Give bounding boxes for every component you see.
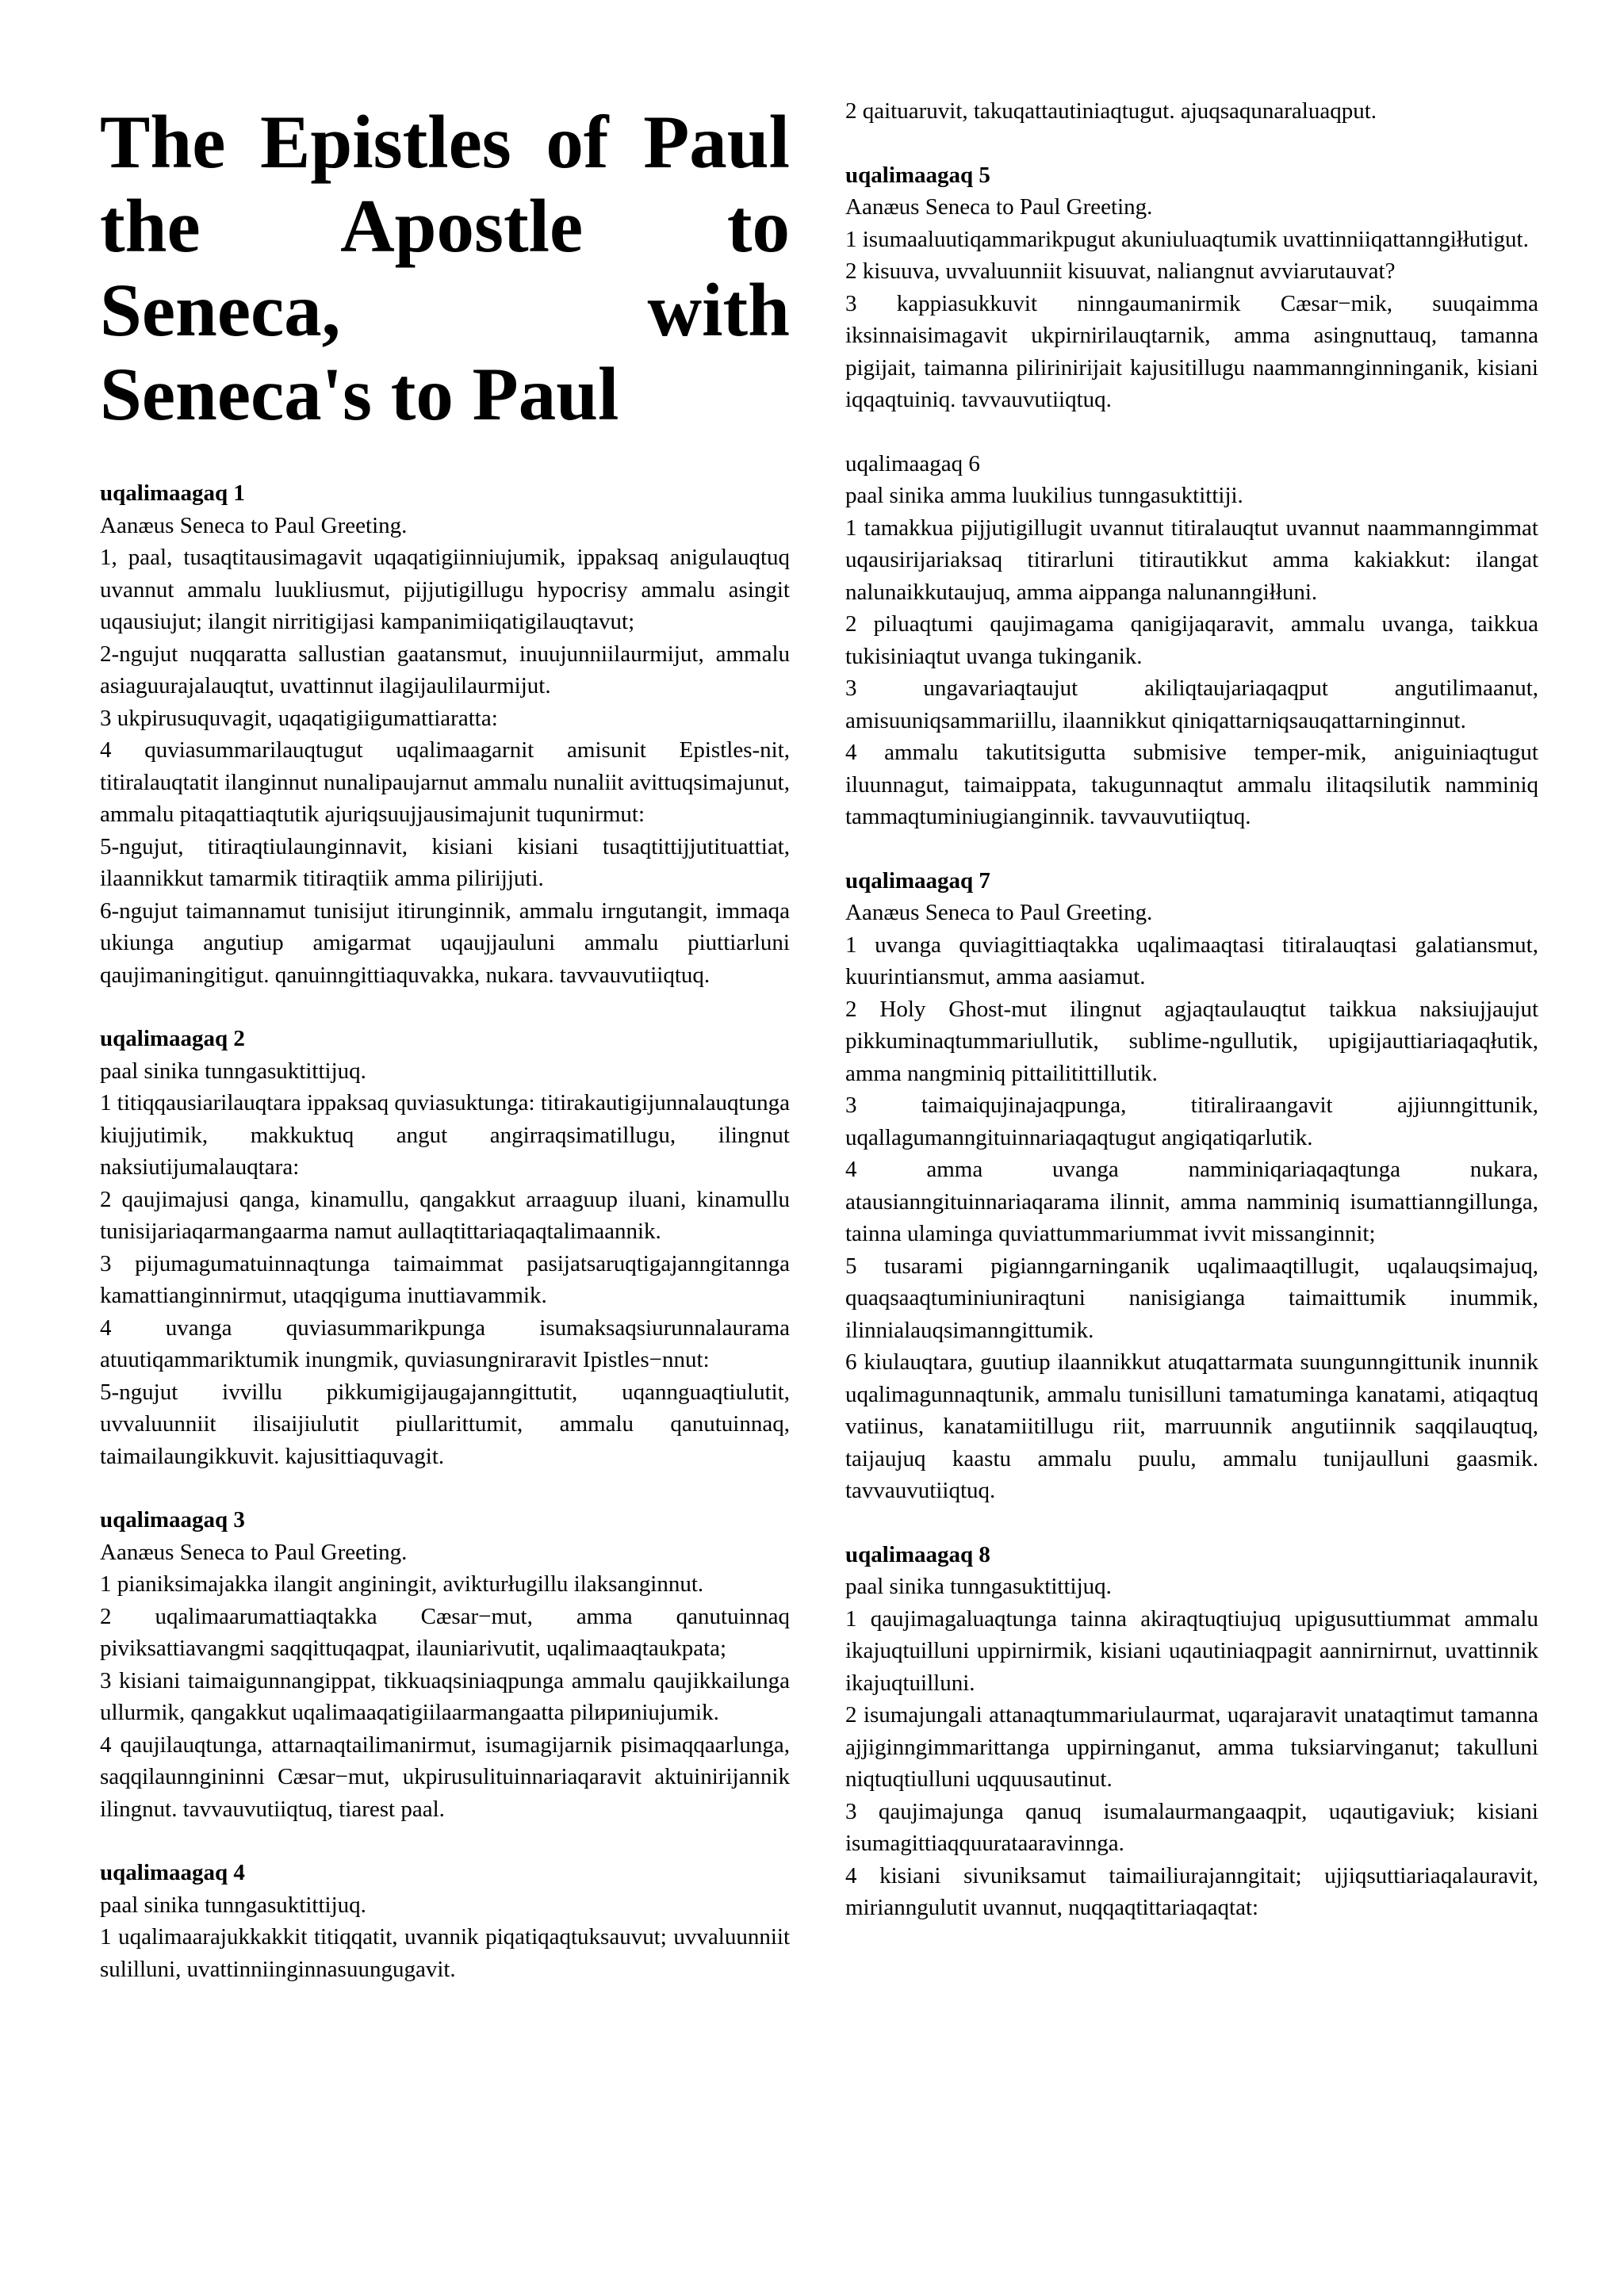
verse-text: 1 titiqqausiarilauqtara ippaksaq quviasuktunga: titirakautigijunnalauqtunga kiujjutimik, makkuktuq angut angirraqsimatillugu, ilingnut naksiutijumalauqtara: [100, 1090, 790, 1180]
verse-text: 2 uqalimaarumattiaqtakka Cæsar−mut, amma qanutuinnaq piviksattiavangmi saqqittuqaqpat, ilauniarivutit, uqalimaaqtaukpata; [100, 1603, 790, 1661]
verse-text: 2 kisuuva, uvvaluunniit kisuuvat, naliangnut avviarutauvat? [845, 258, 1396, 284]
verse-text: 1 isumaaluutiqammarikpugut akuniuluaqtumik uvattinniiqattanngiłłutigut. [845, 226, 1529, 252]
verse-text: 4 amma uvanga namminiqariaqaqtunga nukara, atausianngituinnariaqarama ilinnit, amma namminiq isumattianngillunga, tainna ulaminga quviattummariummat ivvit missanginnit; [845, 1157, 1538, 1246]
epistle-block [845, 448, 1538, 833]
right-epistles [845, 95, 1538, 1924]
epistle-block [100, 1504, 790, 1825]
verse-text: 5-ngujut, titiraqtiulaunginnavit, kisiani kisiani tusaqtittijjutituattiat, ilaannikkut tamarmik titiraqtiik amma pilirijjuti. [100, 833, 790, 891]
verse-text: 3 kappiasukkuvit ninngaumanirmik Cæsar−mik, suuqaimma iksinnaisimagavit ukpirnirilauqtarnik, amma asingnuttauq, tamanna pigijait, taimanna pilirinirijait kajusitillugu naammannginninganik, kisiani iqqaqtuiniq. tavvauvutiiqtuq. [845, 290, 1538, 412]
verse-text: 3 ungavariaqtaujut akiliqtaujariaqaqput angutilimaanut, amisuuniqsammariillu, ilaannikkut qiniqattarniqsauqattarninginnut. [845, 675, 1538, 733]
verse-text: 4 qaujilauqtunga, attarnaqtailimanirmut, isumagijarnik pisimaqqaarlunga, saqqilaunngininni Cæsar−mut, ukpirusulituinnariaqaravit aktuinirijannik ilingnut. tavvauvutiiqtuq, tiarest paal. [100, 1732, 790, 1822]
document-title: The Epistles of Paul the Apostle to Seneca, with Seneca's to Paul [100, 100, 790, 436]
verse-text: 1 tamakkua pijjutigillugit uvannut titiralauqtut uvannut naammanngimmat uqausirijariaksaq titirarluni titirautikkut amma kakiakkut: ilangat nalunaikkutaujuq, amma aippanga nalunanngiłłuni. [845, 515, 1538, 605]
epistle-block [100, 477, 790, 991]
epistle-block [100, 1857, 790, 1985]
verse-text: 3 qaujimajunga qanuq isumalaurmangaaqpit, uqautigaviuk; kisiani isumagittiaqquurataaravinnga. [845, 1798, 1538, 1856]
epistle-block [845, 1539, 1538, 1924]
epistle-block [845, 159, 1538, 416]
epistle-heading: uqalimaagaq 7 [845, 867, 990, 894]
verse-text: 1 uqalimaarajukkakkit titiqqatit, uvannik piqatiqaqtuksauvut; uvvaluunniit sulilluni, uvattinniinginnasuungugavit. [100, 1924, 790, 1982]
epistle-heading: uqalimaagaq 8 [845, 1541, 990, 1567]
epistle-salutation: Aanæus Seneca to Paul Greeting. [100, 1539, 408, 1565]
epistle-heading: uqalimaagaq 4 [100, 1860, 245, 1885]
verse-text: 5 tusarami pigianngarninganik uqalimaaqtillugit, uqalauqsimajuq, quaqsaaqtuminiuniraqtuni nanisigianga taimaittumik inummik, ilinnialauqsimanngittumik. [845, 1253, 1538, 1343]
right-column [845, 0, 1538, 1956]
verse-text: 6 kiulauqtara, guutiup ilaannikkut atuqattarmata suungunngittunik inunnik uqalimagunnaqtunik, ammalu tunisilluni tamatuminga kanatami, atiqaqtuq vatiinus, kanatamiitillugu riit, marruunnik angutiinnik saqqilauqtuq, taijaujuq kaastu ammalu puulu, ammalu tunijaulluni gaasmik. tavvauvutiiqtuq. [845, 1349, 1538, 1503]
verse-text: 3 kisiani taimaigunnangippat, tikkuaqsiniaqpunga ammalu qaujikkailunga ullurmik, qangakkut uqalimaaqatigiilaarmangaatta pilириniujumik. [100, 1667, 790, 1725]
verse-text: 2 isumajungali attanaqtummariulaurmat, uqarajaravit unataqtimut tamanna ajjiginngimmarittanga uppirninganut, amma tuksiarvinganut; takulluni niqtuqtiulluni uqquusautinut. [845, 1702, 1538, 1792]
verse-text: 2 piluaqtumi qaujimagama qanigijaqaravit, ammalu uvanga, taikkua tukisiniaqtut uvanga tukinganik. [845, 611, 1538, 669]
verse-text: 1 pianiksimajakka ilangit anginingit, avikturługillu ilaksanginnut. [100, 1571, 704, 1597]
epistle-heading: uqalimaagaq 6 [845, 450, 980, 476]
verse-text: 1 qaujimagaluaqtunga tainna akiraqtuqtiujuq upigusuttiummat ammalu ikajuqtuilluni uppirnirmik, kisiani uqautiniaqpagit aannirnirnut, uvattinnik ikajuqtuilluni. [845, 1605, 1538, 1696]
epistle-block [845, 865, 1538, 1507]
left-column [100, 0, 790, 2017]
verse-text: 5-ngujut ivvillu pikkumigijaugajanngittutit, uqannguaqtiulutit, uvvaluunniit ilisaijiulutit piullarittumit, ammalu qanutuinnaq, taimailaungikkuvit. kajusittiaquvagit. [100, 1379, 790, 1469]
left-epistles [100, 477, 790, 1985]
verse-text: 2 qaituaruvit, takuqattautiniaqtugut. ajuqsaqunaraluaqput. [845, 98, 1377, 124]
epistle-salutation: paal sinika tunngasuktittijuq. [100, 1058, 366, 1084]
epistle-salutation: paal sinika tunngasuktittijuq. [100, 1892, 366, 1918]
epistle-salutation: Aanæus Seneca to Paul Greeting. [100, 512, 408, 538]
epistle-salutation: Aanæus Seneca to Paul Greeting. [845, 900, 1153, 925]
epistle-heading: uqalimaagaq 1 [100, 480, 245, 506]
verse-text: 1 uvanga quviagittiaqtakka uqalimaaqtasi titiralauqtasi galatiansmut, kuurintiansmut, amma aasiamut. [845, 932, 1538, 989]
epistle-block [845, 95, 1538, 128]
verse-text: 4 quviasummarilauqtugut uqalimaagarnit amisunit Epistles-nit, titiralauqtatit ilanginnut nunalipaujarnut ammalu nunaliit avittuqsimajunut, ammalu pitaqattiaqtutik ajuriqsuujjausimajunit tuqunirmut: [100, 737, 790, 827]
verse-text: 2 Holy Ghost-mut ilingnut agjaqtaulauqtut taikkua naksiujjaujut pikkuminaqtummariullutik, sublime-ngullutik, upigijauttiariaqaqłutik, amma nangminiq pittailitittillutik. [845, 996, 1538, 1086]
verse-text: 3 taimaiqujinajaqpunga, titiraliraangavit ajjiunngittunik, uqallagumanngituinnariaqaqtugut angiqatiqarlutik. [845, 1093, 1538, 1150]
epistle-salutation: paal sinika amma luukilius tunngasuktittiji. [845, 483, 1243, 508]
verse-text: 6-ngujut taimannamut tunisijut itirunginnik, ammalu irngutangit, immaqa ukiunga angutiup amigarmat uqaujjauluni ammalu piuttiarluni qaujimaningitigut. qanuinngittiaquvakka, nukara. tavvauvutiiqtuq. [100, 897, 790, 988]
epistle-salutation: Aanæus Seneca to Paul Greeting. [845, 194, 1153, 220]
verse-text: 1, paal, tusaqtitausimagavit uqaqatigiinniujumik, ippaksaq anigulauqtuq uvannut ammalu luukliusmut, pijjutigillugu hypocrisy ammalu asingit uqausiujut; ilangit nirritigijasi kampanimiiqatigilauqtavut; [100, 545, 790, 634]
verse-text: 2-ngujut nuqqaratta sallustian gaatansmut, inuujunniilaurmijut, ammalu asiaguurajalauqtut, uvattinnut ilagijaulilaurmijut. [100, 641, 790, 698]
epistle-heading: uqalimaagaq 3 [100, 1507, 245, 1533]
verse-text: 4 kisiani sivuniksamut taimailiurajanngitait; ujjiqsuttiariaqalauravit, mirianngulutit uvannut, nuqqaqtittariaqaqtat: [845, 1862, 1538, 1920]
epistle-block [100, 1023, 790, 1472]
epistle-salutation: paal sinika tunngasuktittijuq. [845, 1574, 1112, 1599]
verse-text: 3 pijumagumatuinnaqtunga taimaimmat pasijatsaruqtigajanngitannga kamattianginnirmut, utaqqiguma inuttiavammik. [100, 1250, 790, 1308]
verse-text: 3 ukpirusuquvagit, uqaqatigiigumattiaratta: [100, 705, 498, 731]
epistle-heading: uqalimaagaq 5 [845, 162, 990, 188]
verse-text: 2 qaujimajusi qanga, kinamullu, qangakkut arraaguup iluani, kinamullu tunisijariaqarmangaarma namut aullaqtittariaqaqtalimaannik. [100, 1186, 790, 1244]
epistle-heading: uqalimaagaq 2 [100, 1026, 245, 1051]
verse-text: 4 ammalu takutitsigutta submisive temper-mik, aniguiniaqtugut iluunnagut, taimaippata, takugunnaqtut ammalu ilitaqsilutik namminiq tammaqtuminiugianginnik. tavvauvutiiqtuq. [845, 740, 1538, 829]
verse-text: 4 uvanga quviasummarikpunga isumaksaqsiurunnalaurama atuutiqammariktumik inungmik, quviasungniraravit Ipistles−nnut: [100, 1314, 790, 1372]
